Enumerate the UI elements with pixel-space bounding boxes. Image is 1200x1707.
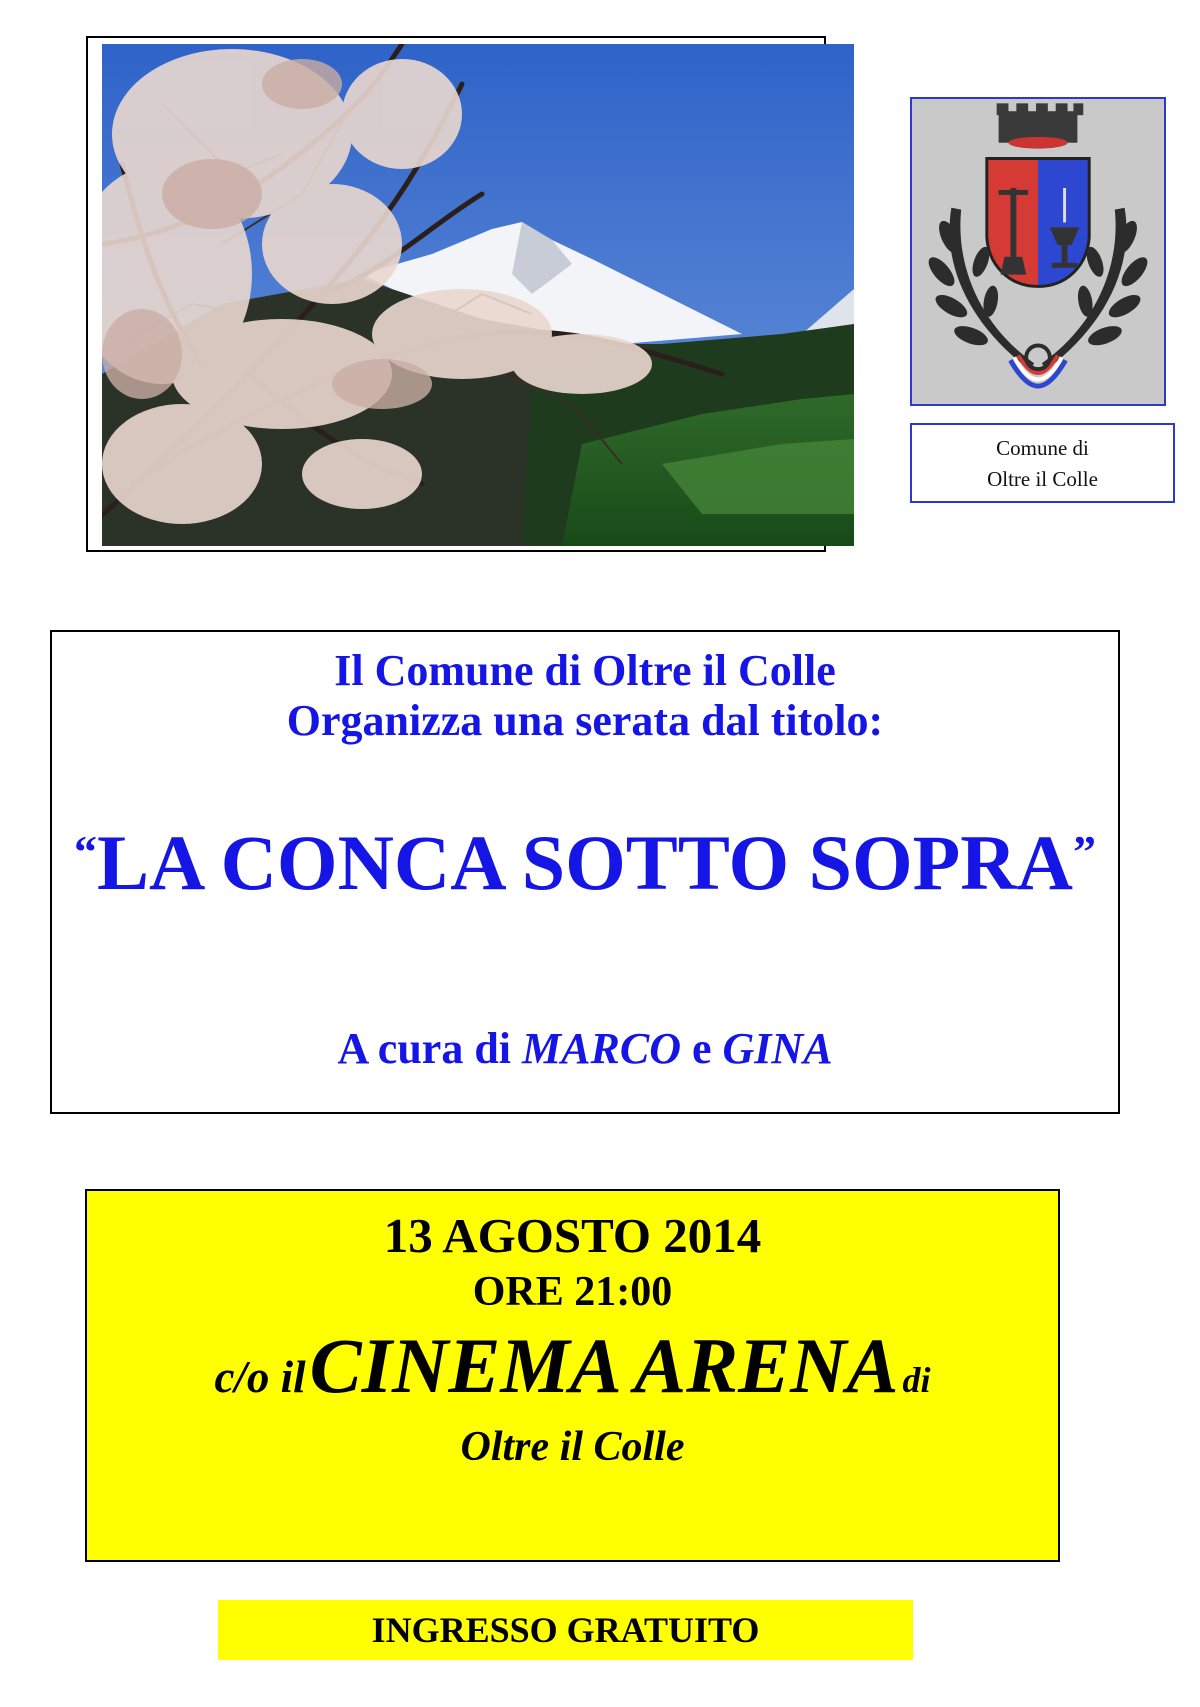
credit-name-2: GINA: [722, 1024, 833, 1073]
intro-line: Organizza una serata dal titolo:: [286, 696, 884, 745]
event-title-text: LA CONCA SOTTO SOPRA: [97, 819, 1073, 906]
venue-name: CINEMA ARENA: [309, 1322, 899, 1409]
free-entry-banner: INGRESSO GRATUITO: [218, 1600, 913, 1660]
announcement-box: [50, 630, 1120, 1114]
organizer-line: Il Comune di Oltre il Colle: [334, 646, 836, 695]
crest-caption: [910, 423, 1175, 503]
close-quote: ”: [1072, 826, 1096, 877]
open-quote: “: [74, 826, 98, 877]
event-title: [52, 804, 1118, 911]
venue-prefix: c/o il: [214, 1352, 306, 1402]
venue-town: Oltre il Colle: [460, 1424, 685, 1470]
coat-of-arms-icon: [912, 99, 1164, 404]
crest-frame: [910, 97, 1166, 406]
venue-suffix: di: [902, 1360, 931, 1400]
mountain-photo-image: [102, 44, 854, 546]
venue-line: [87, 1321, 1058, 1433]
credits-conjunction: e: [691, 1024, 712, 1073]
credit-name-1: MARCO: [522, 1024, 681, 1073]
event-time: ORE 21:00: [472, 1269, 673, 1315]
event-details-box: [85, 1189, 1060, 1562]
credits-line: [52, 1022, 1118, 1076]
crest-caption-line1: Comune di: [996, 436, 1089, 460]
mountain-photo: [102, 44, 854, 546]
credits-prefix: A cura di: [337, 1024, 512, 1073]
crest-caption-line2: Oltre il Colle: [987, 467, 1098, 491]
event-date: 13 AGOSTO 2014: [383, 1208, 762, 1263]
